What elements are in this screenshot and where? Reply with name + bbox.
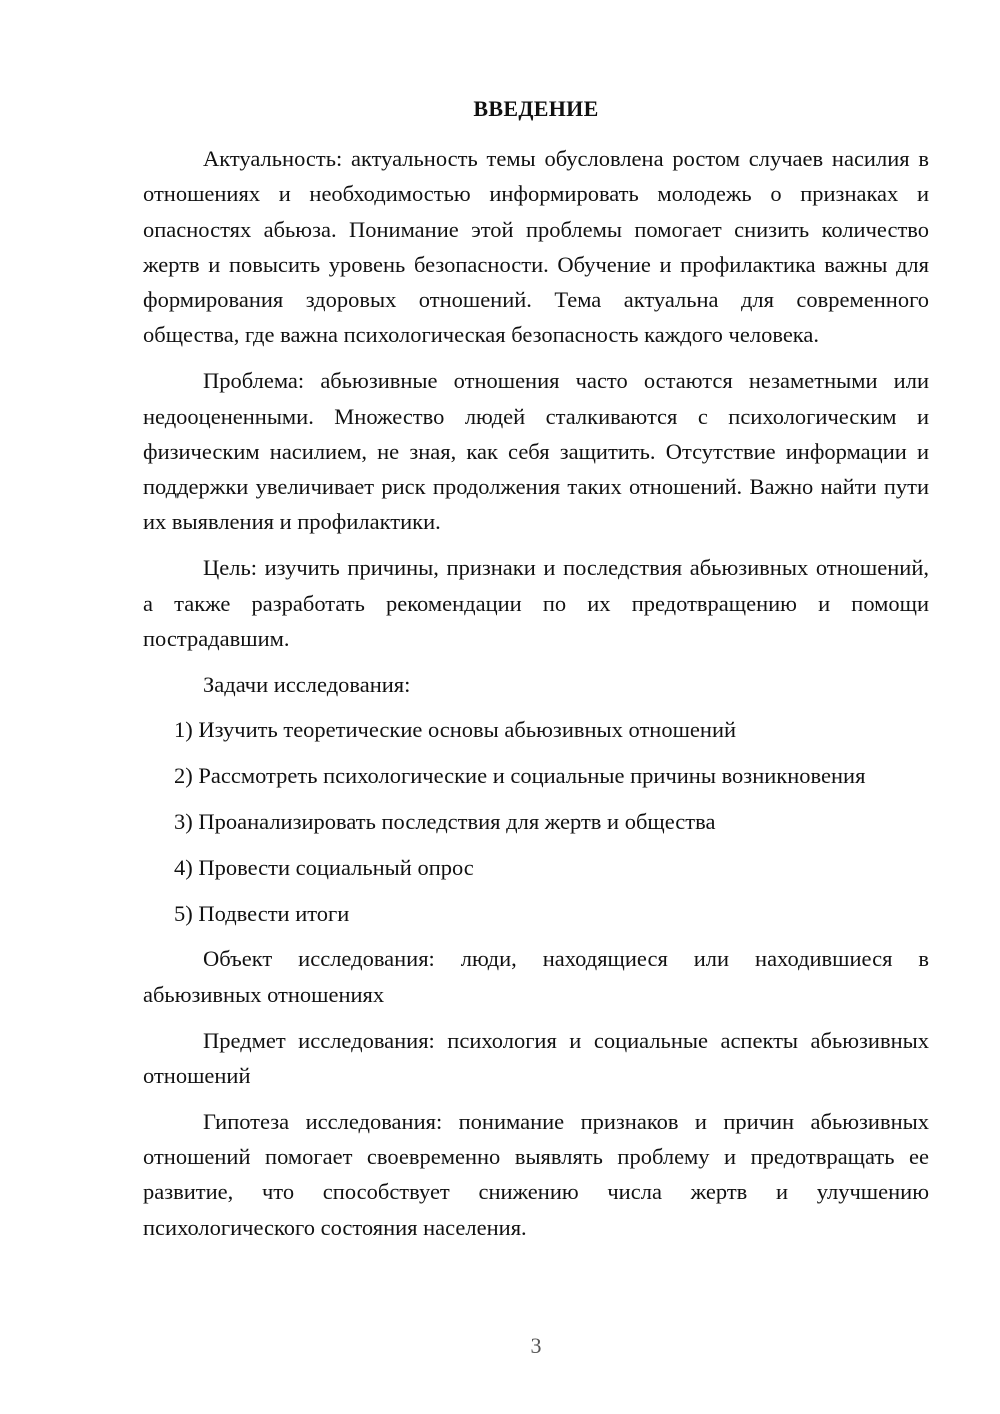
document-body [143,141,929,1245]
list-item: 2) Рассмотреть психологические и социальные причины возникновения [174,763,866,789]
list-item: 4) Провести социальный опрос [174,854,474,880]
tasks-list [143,712,929,930]
list-item: 1) Изучить теоретические основы абьюзивных отношений [174,717,737,743]
subject-paragraph: Предмет исследования: психология и социальные аспекты абьюзивных отношений [143,1027,929,1088]
page-number: 3 [530,1333,542,1358]
object-paragraph: Объект исследования: люди, находящиеся или находившиеся в абьюзивных отношениях [143,946,929,1007]
page-title: ВВЕДЕНИЕ [473,96,599,121]
list-item: 5) Подвести итоги [174,900,350,926]
relevance-paragraph: Актуальность: актуальность темы обусловлена ростом случаев насилия в отношениях и необходимостью информировать молодежь о признаках и опасностях абьюза. Понимание этой проблемы помогает снизить количество жертв и повысить уровень безопасности. Обучение и профилактика важны для формирования здоровых отношений. Тема актуальна для современного общества, где важна психологическая безопасность каждого человека. [143,146,929,348]
goal-paragraph: Цель: изучить причины, признаки и последствия абьюзивных отношений, а также разработать рекомендации по их предотвращению и помощи пострадавшим. [143,555,929,651]
list-item: 3) Проанализировать последствия для жертв и общества [174,809,716,835]
problem-paragraph: Проблема: абьюзивные отношения часто остаются незаметными или недооцененными. Множество людей сталкиваются с психологическим и физическим насилием, не зная, как себя защитить. Отсутствие информации и поддержки увеличивает риск продолжения таких отношений. Важно найти пути их выявления и профилактики. [143,368,929,535]
tasks-heading: Задачи исследования: [203,671,411,697]
hypothesis-paragraph: Гипотеза исследования: понимание признаков и причин абьюзивных отношений помогает своевременно выявлять проблему и предотвращать ее развитие, что способствует снижению числа жертв и улучшению психологического состояния населения. [143,1108,929,1240]
